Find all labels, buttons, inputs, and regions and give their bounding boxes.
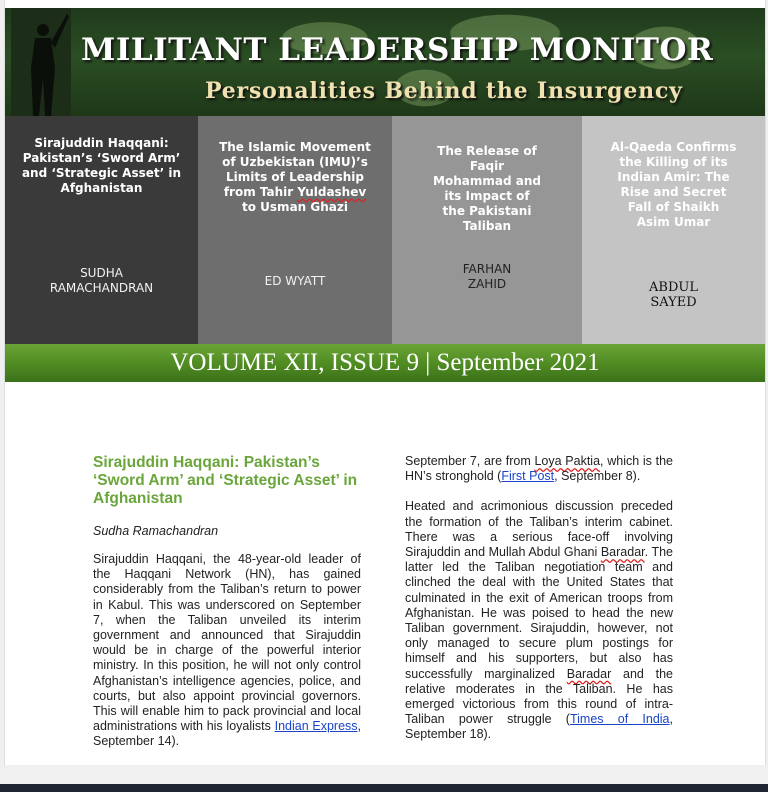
soldier-silhouette-icon bbox=[11, 8, 71, 116]
article-paragraph: Heated and acrimonious discussion preceded the formation of the Taliban’s interim cabinet. There was a serious face-off involving Sirajuddin and Mullah Abdul Ghani Baradar. The latter led the Taliban negotiation team and clinched the deal with the United States that culminated in the exit of American troops from Afghanistan. He was poised to head the new Taliban government. Sirajuddin, however, not only managed to secure plum postings for himself and his supporters, but also has successfully marginalized Baradar and the relative moderates in the Taliban. He has emerged victorious from this round of intra-Taliban power struggle (Times of India, September 18). bbox=[405, 499, 673, 742]
article-column-author: ABDUL SAYED bbox=[649, 280, 698, 310]
link-first-post[interactable]: First Post bbox=[501, 469, 555, 484]
article-title: Sirajuddin Haqqani: Pakistan’s ‘Sword Arm’ and ‘Strategic Asset’ in Afghanistan bbox=[93, 454, 358, 507]
article-column-2[interactable] bbox=[198, 116, 392, 344]
body-right-column bbox=[405, 454, 673, 743]
article-column-title: Al-Qaeda Confirms the Killing of its Indian Amir: The Rise and Secret Fall of Shaikh Asim Umar bbox=[610, 140, 737, 229]
article-column-title: The Islamic Movement of Uzbekistan (IMU)’s Limits of Leadership from Tahir Yuldashev to Usman Ghazi bbox=[219, 140, 371, 214]
publication-subtitle: Personalities Behind the Insurgency bbox=[205, 78, 683, 104]
volume-issue-date: VOLUME XII, ISSUE 9 | September 2021 bbox=[170, 349, 600, 376]
article-column-4[interactable] bbox=[582, 116, 765, 344]
header-banner bbox=[5, 8, 765, 116]
article-columns bbox=[5, 116, 765, 344]
publication-title: MILITANT LEADERSHIP MONITOR bbox=[81, 32, 714, 68]
volume-bar bbox=[5, 344, 765, 382]
body-left-column bbox=[93, 454, 361, 750]
spellcheck-word: Yuldashev bbox=[297, 185, 367, 199]
spellcheck-word: Baradar bbox=[600, 545, 645, 560]
article-author: Sudha Ramachandran bbox=[93, 524, 219, 538]
article-column-1[interactable] bbox=[5, 116, 198, 344]
article-column-author: SUDHA RAMACHANDRAN bbox=[49, 266, 154, 295]
taskbar-strip bbox=[0, 784, 768, 792]
article-column-3[interactable] bbox=[392, 116, 582, 344]
link-times-of-india[interactable]: Times of India bbox=[569, 712, 670, 727]
article-column-title: Sirajuddin Haqqani: Pakistan’s ‘Sword Arm’ and ‘Strategic Asset’ in Afghanistan bbox=[21, 136, 182, 195]
article-paragraph: Sirajuddin Haqqani, the 48-year-old leader of the Haqqani Network (HN), has gained considerably from the Taliban’s return to power in Kabul. This was underscored on September 7, when the Taliban unveiled its interim government and announced that Sirajuddin would be in charge of the powerful interior ministry. In this position, he will not only control Afghanistan’s intelligence agencies, police, and courts, but also appoint provincial governors. This will enable him to pack provincial and local administrations with his loyalists Indian Express, September 14). bbox=[93, 552, 362, 749]
spellcheck-word: Loya Paktia bbox=[534, 454, 601, 468]
link-indian-express[interactable]: Indian Express bbox=[274, 719, 358, 734]
article-column-author: ED WYATT bbox=[264, 274, 326, 288]
spellcheck-word: Baradar bbox=[566, 666, 612, 681]
newsletter-page bbox=[4, 0, 766, 765]
article-paragraph: September 7, are from Loya Paktia, which is the HN’s stronghold (First Post, September 8). bbox=[405, 454, 673, 484]
article-column-author: FARHAN ZAHID bbox=[462, 262, 512, 291]
article-column-title: The Release of Faqir Mohammad and its Impact of the Pakistani Taliban bbox=[433, 144, 541, 233]
